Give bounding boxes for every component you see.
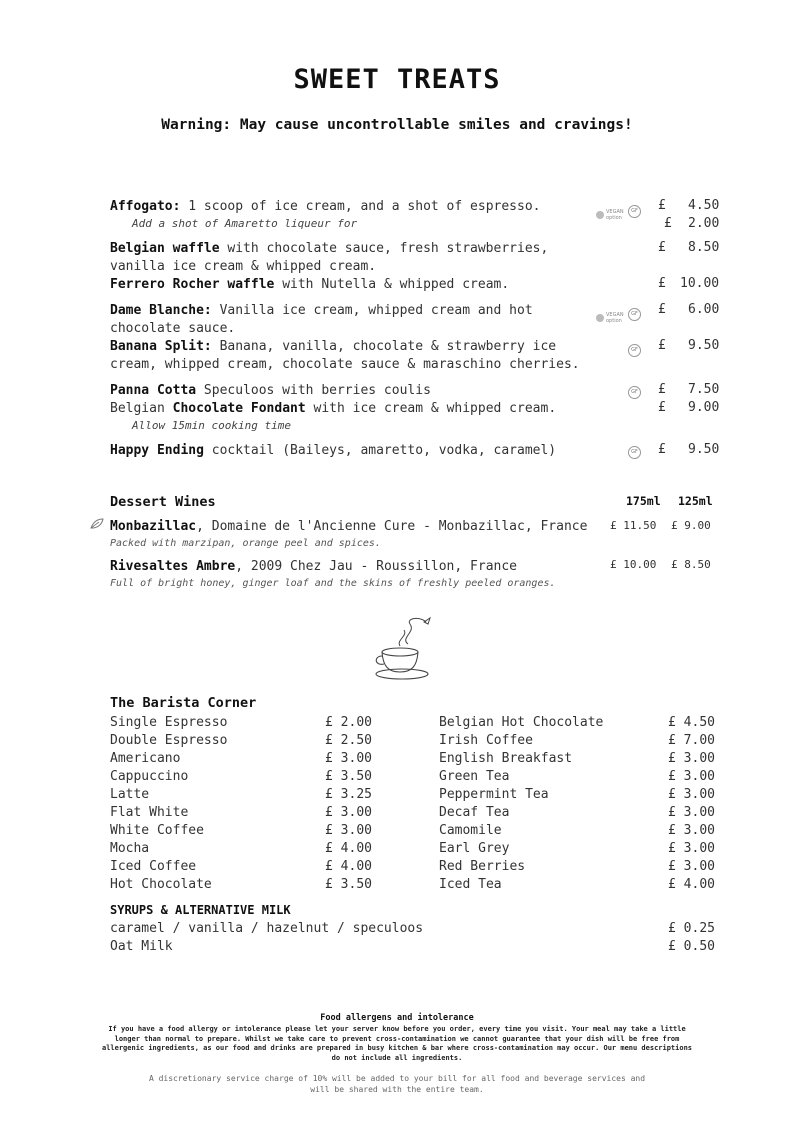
dessert-chocolate-fondant: Belgian Chocolate Fondant with ice cream & whipped cream. — [110, 401, 557, 416]
wine-price-125: £ 8.50 — [671, 558, 711, 571]
vegan-option-icon: VEGAN option — [596, 307, 624, 326]
list-item: Irish Coffee £ 7.00 — [439, 733, 715, 748]
allergen-title: Food allergens and intolerance — [320, 1013, 474, 1023]
dessert-banana-split: Banana Split: Banana, vanilla, chocolate & strawberry ice cream, whipped cream, chocolate sauce & maraschino cherries. — [110, 339, 580, 372]
dessert-affogato — [110, 198, 590, 216]
belgian-waffle-price: £ 8.50 — [658, 240, 720, 255]
ferrero-price: £ 10.00 — [658, 276, 720, 291]
dessert-name: Affogato: — [110, 199, 181, 214]
barista-right-column — [439, 714, 715, 894]
list-item: caramel / vanilla / hazelnut / speculoos £ 0.25 — [110, 921, 715, 936]
dessert-belgian-waffle: Belgian waffle with chocolate sauce, fresh strawberries, vanilla ice cream & whipped cream. — [110, 241, 549, 274]
list-item: Cappuccino £ 3.50 — [110, 769, 372, 784]
allergen-text: If you have a food allergy or intolerance please let your server know before you order, every time you visit. Your meal may take a little longer than normal to prepare. Whilst we take care to prevent cross-contamination we cannot guarantee that your dish will be free from allergenic ingredients, as our food and drinks are prepared in busy kitchen & bar where cross-contamination may occur. Our menu descriptions do not include all ingredients. — [101, 1025, 692, 1062]
list-item: Iced Coffee £ 4.00 — [110, 859, 372, 874]
wine-price-125: £ 9.00 — [671, 519, 711, 532]
gluten-free-icon: GF — [628, 308, 641, 321]
dessert-dame-blanche: Dame Blanche: Vanilla ice cream, whipped cream and hot chocolate sauce. — [110, 303, 533, 336]
list-item: Mocha £ 4.00 — [110, 841, 372, 856]
list-item: Hot Chocolate £ 3.50 — [110, 877, 372, 892]
list-item: Red Berries £ 3.00 — [439, 859, 715, 874]
barista-left-column — [110, 714, 372, 894]
wine-item-monbazillac: Monbazillac, Domaine de l'Ancienne Cure - Monbazillac, France — [110, 519, 588, 534]
list-item: Double Espresso £ 2.50 — [110, 733, 372, 748]
leaf-icon — [90, 518, 104, 530]
wine-price-175: £ 10.00 — [610, 558, 657, 571]
panna-cotta-price: £ 7.50 — [658, 382, 720, 397]
affogato-price: £ 4.50 — [658, 198, 720, 213]
section-title-syrups: SYRUPS & ALTERNATIVE MILK — [110, 903, 291, 917]
syrups-list — [110, 920, 715, 956]
service-charge-note: A discretionary service charge of 10% will be added to your bill for all food and beverage services and will be shared with the entire team. — [148, 1074, 646, 1094]
list-item: Belgian Hot Chocolate £ 4.50 — [439, 715, 715, 730]
dessert-happy-ending: Happy Ending cocktail (Baileys, amaretto, vodka, caramel) — [110, 443, 557, 458]
page-title: SWEET TREATS — [293, 64, 501, 95]
wine-price-175: £ 11.50 — [610, 519, 657, 532]
wine-desc: Packed with marzipan, orange peel and spices. — [110, 538, 381, 549]
dessert-desc: 1 scoop of ice cream, and a shot of espresso. — [180, 199, 541, 214]
coffee-cup-icon — [370, 614, 438, 684]
list-item: Iced Tea £ 4.00 — [439, 877, 715, 892]
list-item: Peppermint Tea £ 3.00 — [439, 787, 715, 802]
gluten-free-icon: GF — [628, 205, 641, 218]
wine-item-rivesaltes: Rivesaltes Ambre, 2009 Chez Jau - Roussillon, France — [110, 559, 517, 574]
fondant-note: Allow 15min cooking time — [132, 419, 291, 432]
list-item: Camomile £ 3.00 — [439, 823, 715, 838]
list-item: Decaf Tea £ 3.00 — [439, 805, 715, 820]
page-subtitle: Warning: May cause uncontrollable smiles and cravings! — [161, 117, 633, 133]
wine-desc: Full of bright honey, ginger loaf and the skins of freshly peeled oranges. — [110, 578, 556, 589]
affogato-note-price: £ 2.00 — [664, 216, 720, 231]
list-item: Oat Milk £ 0.50 — [110, 939, 715, 954]
gluten-free-icon: GF — [628, 386, 641, 399]
gluten-free-icon: GF — [628, 344, 641, 357]
wine-col-175: 175ml — [626, 494, 661, 508]
list-item: English Breakfast £ 3.00 — [439, 751, 715, 766]
list-item: Green Tea £ 3.00 — [439, 769, 715, 784]
dessert-ferrero-waffle: Ferrero Rocher waffle with Nutella & whipped cream. — [110, 277, 510, 292]
section-title-dessert-wines: Dessert Wines — [110, 494, 216, 510]
affogato-note: Add a shot of Amaretto liqueur for — [132, 217, 358, 230]
list-item: Latte £ 3.25 — [110, 787, 372, 802]
banana-split-price: £ 9.50 — [658, 338, 720, 353]
list-item: Americano £ 3.00 — [110, 751, 372, 766]
wine-col-125: 125ml — [678, 494, 713, 508]
list-item: Single Espresso £ 2.00 — [110, 715, 372, 730]
list-item: Earl Grey £ 3.00 — [439, 841, 715, 856]
dame-blanche-price: £ 6.00 — [658, 302, 720, 317]
list-item: Flat White £ 3.00 — [110, 805, 372, 820]
gluten-free-icon: GF — [628, 446, 641, 459]
list-item: White Coffee £ 3.00 — [110, 823, 372, 838]
dessert-panna-cotta: Panna Cotta Speculoos with berries coulis — [110, 383, 431, 398]
vegan-option-icon: VEGAN option — [596, 204, 624, 223]
section-title-barista: The Barista Corner — [110, 695, 257, 711]
happy-ending-price: £ 9.50 — [658, 442, 720, 457]
fondant-price: £ 9.00 — [658, 400, 720, 415]
